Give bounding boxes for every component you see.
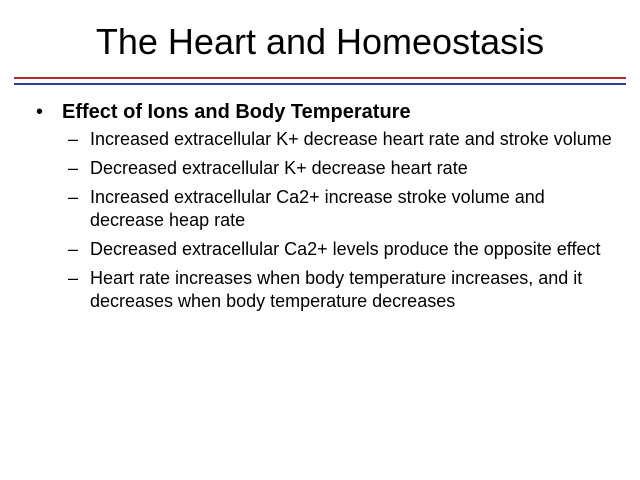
sub-bullet-text: Decreased extracellular Ca2+ levels produce the opposite effect <box>90 239 601 259</box>
sub-bullet-text: Increased extracellular Ca2+ increase stroke volume and decrease heap rate <box>90 187 545 230</box>
title-divider-blue <box>14 83 626 85</box>
sub-bullet-list <box>68 128 616 313</box>
dash-marker: – <box>68 158 79 178</box>
sub-bullet-item <box>68 186 616 232</box>
dash-marker: – <box>68 129 79 149</box>
dash-marker: – <box>68 268 79 288</box>
main-bullet-text: Effect of Ions and Body Temperature <box>62 101 411 123</box>
title-divider-red <box>14 77 626 79</box>
sub-bullet-text: Heart rate increases when body temperature increases, and it decreases when body temperature decreases <box>90 268 583 311</box>
sub-bullet-item <box>68 267 616 313</box>
sub-bullet-text: Increased extracellular K+ decrease heart rate and stroke volume <box>90 129 612 149</box>
dash-marker: – <box>68 239 79 259</box>
sub-bullet-item <box>68 128 616 151</box>
dash-marker: – <box>68 187 79 207</box>
bullet-marker: • <box>36 101 44 123</box>
main-bullet <box>36 100 616 124</box>
slide-content <box>36 100 616 319</box>
sub-bullet-item <box>68 238 616 261</box>
slide-title: The Heart and Homeostasis <box>95 21 545 62</box>
sub-bullet-item <box>68 157 616 180</box>
sub-bullet-text: Decreased extracellular K+ decrease heart rate <box>90 158 468 178</box>
